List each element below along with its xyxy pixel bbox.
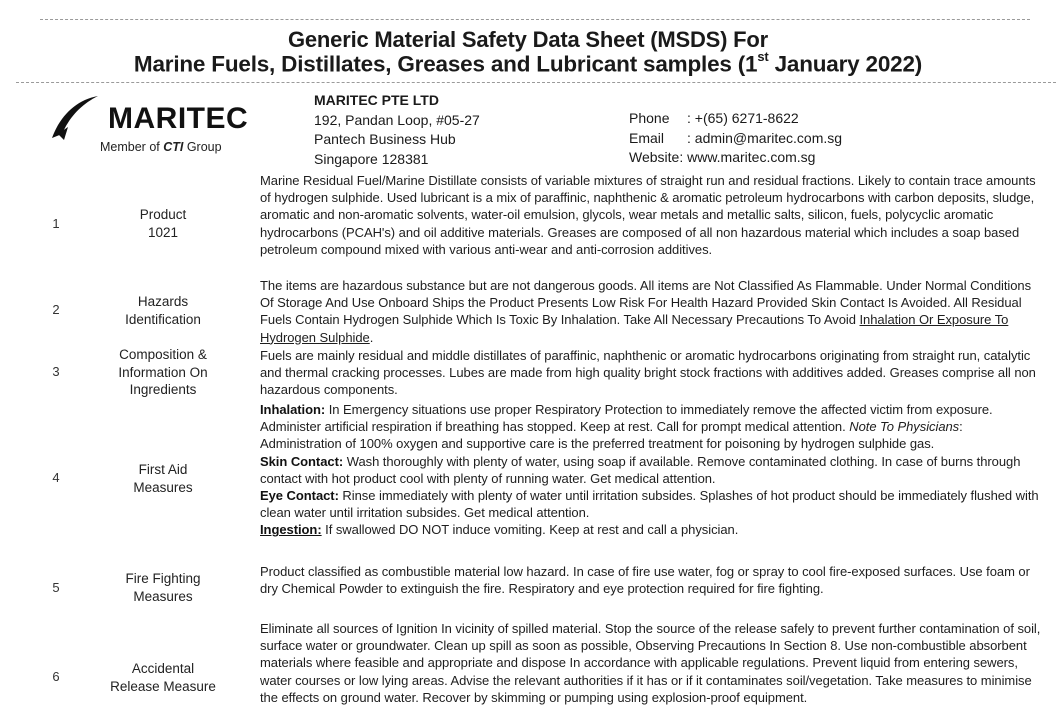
section-number: 6 xyxy=(52,669,60,684)
company-contact xyxy=(629,109,842,168)
document-title-line1: Generic Material Safety Data Sheet (MSDS) For xyxy=(287,27,769,52)
section-label: Fire Fighting Measures xyxy=(125,571,201,604)
website-label: Website xyxy=(629,149,680,165)
header-rule xyxy=(16,82,1056,83)
section-label: Composition & Information On Ingredients xyxy=(118,347,208,397)
section-text: Fuels are mainly residual and middle distillates of paraffinic, naphthenic or aromatic hydrocarbons originating from straight run, catalytic and thermal cracking processes. Lubes are made from high quality bright stock fractions with additives added. Greases comprise all non hazardous components. xyxy=(260,348,1036,398)
section-text: Eliminate all sources of Ignition In vicinity of spilled material. Stop the source of the release safely to prevent further contamination of soil, surface water or groundwater. Clean up spill as soon as possible, Observing Precautions In Section 8. Use non-combustible absorbent materials where feasible and appropriate and dispose In accordance with applicable regulations. Prevent liquid from entering sewers, water courses or low lying areas. Advise the relevant authorities if it has or if it contaminates soil/vegetation. Take measures to minimise the effects on ground water. Recover by skimming or pumping using explosion-proof equipment. xyxy=(260,621,1041,705)
section-number: 3 xyxy=(52,364,60,379)
maritec-swoosh-logo-icon xyxy=(48,94,104,144)
eye-contact-paragraph: Eye Contact: Rinse immediately with plenty of water until irritation subsides. Splashes of hot product should be immediately flushed with clean water until irritation subsides. Get medical attention. xyxy=(260,488,1039,521)
company-address xyxy=(314,91,480,169)
title-main: Marine Fuels, Distillates, Greases and Lubricant samples (1 xyxy=(133,51,758,77)
phone-row xyxy=(629,109,842,129)
address-line1: 192, Pandan Loop, #05-27 xyxy=(314,111,480,128)
email-row xyxy=(629,129,842,149)
member-suffix: Group xyxy=(183,140,222,154)
section-text: Product classified as combustible material low hazard. In case of fire use water, fog or spray to cool fire-exposed surfaces. Use foam or dry Chemical Powder to extinguish the fire. Respiratory and eye protection required for fire fighting. xyxy=(260,564,1030,597)
email-label: Email xyxy=(629,129,665,146)
document-title-line2 xyxy=(0,51,1056,78)
email-value: : admin@maritec.com.sg xyxy=(687,129,843,146)
section-label: First Aid Measures xyxy=(133,462,193,495)
member-brand: CTI xyxy=(163,140,184,154)
company-name: MARITEC PTE LTD xyxy=(314,92,439,108)
website-value: : www.maritec.com.sg xyxy=(679,149,816,165)
section-text: Marine Residual Fuel/Marine Distillate consists of variable mixtures of straight run and residual fractions. Likely to contain trace amounts of hydrogen sulphide. Used lubricant is a mix of paraffinic, naphthenic & aromatic petroleum hydrocarbons with carbon deposits, sludge, aromatic and non-aromatic solvents, water-oil emulsion, glycols, wear metals and metallic salts, silicon, fuels, polycyclic aromatic hydrocarbons (PCAH's) and oil additive materials. Greases are composed of all non hazardous material which includes a soap based petroleum compound mixed with various anti-wear and anti-corrosion additives. xyxy=(260,173,1036,257)
inhalation-paragraph: Inhalation: In Emergency situations use proper Respiratory Protection to immediately remove the affected victim from exposure. Administer artificial respiration if breathing has stopped. Keep at rest. Call for prompt medical attention. Note To Physicians: Administration of 100% oxygen and supportive care is the preferred treatment for poisoning by hydrogen sulphide gas. xyxy=(260,402,993,452)
section-label: Accidental Release Measure xyxy=(110,661,216,694)
title-date: January 2022) xyxy=(768,51,923,77)
section-number: 4 xyxy=(52,470,60,485)
skin-contact-paragraph: Skin Contact: Wash thoroughly with plenty of water, using soap if available. Remove contaminated clothing. In case of burns through contact with hot product cool with plenty of running water. Get medical attention. xyxy=(260,453,1021,486)
member-prefix: Member of xyxy=(100,140,164,154)
section-number: 2 xyxy=(52,302,60,317)
title-ordinal: st xyxy=(757,49,769,64)
address-line2: Pantech Business Hub xyxy=(314,131,456,147)
section-label: Product 1021 xyxy=(139,207,187,240)
maritec-logo xyxy=(48,92,258,162)
logo-member-line xyxy=(100,140,222,154)
logo-wordmark: MARITEC xyxy=(108,102,249,135)
phone-label: Phone xyxy=(629,110,670,126)
website-row xyxy=(629,148,842,168)
section-number: 5 xyxy=(52,580,60,595)
section-text: The items are hazardous substance but are not dangerous goods. All items are Not Classified As Flammable. Under Normal Conditions Of Storage And Use Onboard Ships the Product Presents Low Risk For Health Hazard Provided Skin Contact Is Avoided. All Residual Fuels Contain Hydrogen Sulphide Which Is Toxic By Inhalation. Take All Necessary Precautions To Avoid Inhalation Or Exposure To Hydrogen Sulphide. xyxy=(260,278,1032,345)
section-text xyxy=(260,401,1046,539)
section-number: 1 xyxy=(52,216,60,231)
phone-value: : +(65) 6271-8622 xyxy=(687,110,799,126)
ingestion-paragraph: Ingestion: If swallowed DO NOT induce vomiting. Keep at rest and call a physician. xyxy=(260,522,739,538)
top-scan-line xyxy=(40,19,1030,20)
section-label: Hazards Identification xyxy=(125,294,201,327)
address-line3: Singapore 128381 xyxy=(314,150,429,167)
